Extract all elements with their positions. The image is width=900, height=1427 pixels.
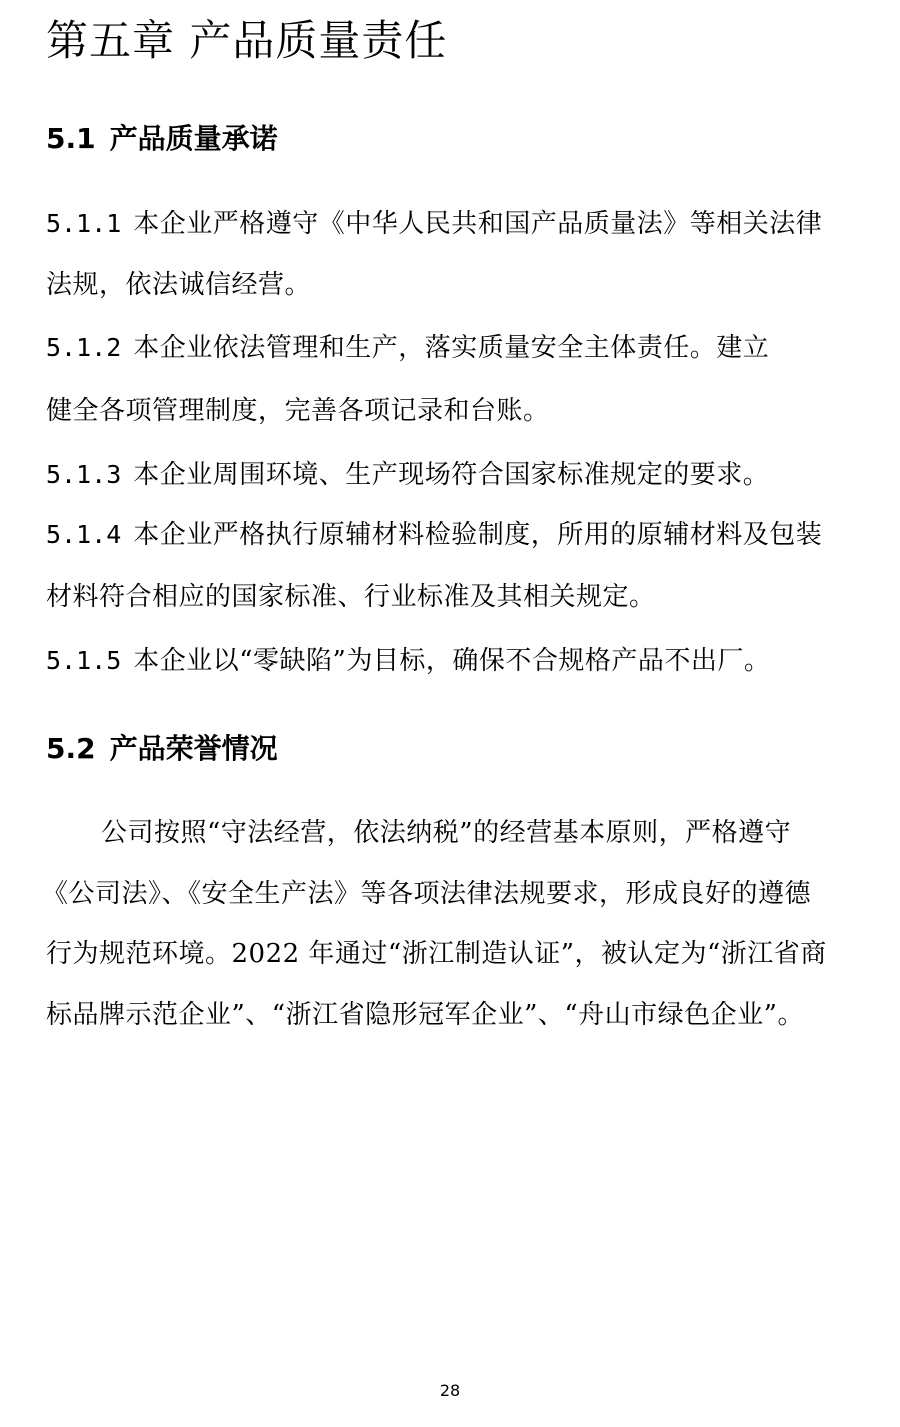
clause-number: 5.1.2: [46, 333, 122, 362]
clause-text: 本企业严格执行原辅材料检验制度，所用的原辅材料及包装: [133, 520, 823, 550]
clause-5-1-2: [46, 327, 769, 364]
clause-number: 5.1.3: [46, 460, 122, 489]
paragraph-line-3: 行为规范环境。2022 年通过“浙江制造认证”，被认定为“浙江省商: [46, 939, 827, 969]
section-title-text: 产品荣誉情况: [109, 732, 278, 765]
clause-5-1-3: [46, 454, 769, 491]
page-number: 28: [439, 1381, 461, 1400]
section-heading-5-2: [46, 727, 278, 767]
section-number: 5.1: [46, 122, 96, 155]
clause-5-1-4: [46, 514, 822, 551]
section-heading-5-1: [46, 117, 278, 157]
clause-text: 本企业依法管理和生产，落实质量安全主体责任。建立: [133, 333, 770, 363]
clause-5-1-4-continuation: 材料符合相应的国家标准、行业标准及其相关规定。: [46, 582, 656, 612]
section-title-text: 产品质量承诺: [109, 122, 278, 155]
clause-text: 本企业周围环境、生产现场符合国家标准规定的要求。: [133, 460, 770, 490]
clause-number: 5.1.4: [46, 520, 122, 549]
clause-text: 本企业严格遵守《中华人民共和国产品质量法》等相关法律: [133, 209, 823, 239]
clause-5-1-2-continuation: 健全各项管理制度，完善各项记录和台账。: [46, 396, 550, 426]
paragraph-line-2: 《公司法》、《安全生产法》等各项法律法规要求，形成良好的遵德: [42, 879, 812, 909]
paragraph-line-1: 公司按照“守法经营，依法纳税”的经营基本原则，严格遵守: [101, 818, 792, 848]
chapter-title: 第五章 产品质量责任: [46, 16, 448, 65]
clause-number: 5.1.1: [46, 209, 122, 238]
clause-text: 本企业以“零缺陷”为目标，确保不合规格产品不出厂。: [133, 646, 771, 676]
clause-5-1-1-continuation: 法规，依法诚信经营。: [46, 270, 312, 300]
clause-5-1-1: [46, 203, 822, 240]
section-number: 5.2: [46, 732, 96, 765]
paragraph-line-4: 标品牌示范企业”、“浙江省隐形冠军企业”、“舟山市绿色企业”。: [46, 1000, 804, 1030]
clause-5-1-5: [46, 640, 770, 677]
clause-number: 5.1.5: [46, 646, 122, 675]
